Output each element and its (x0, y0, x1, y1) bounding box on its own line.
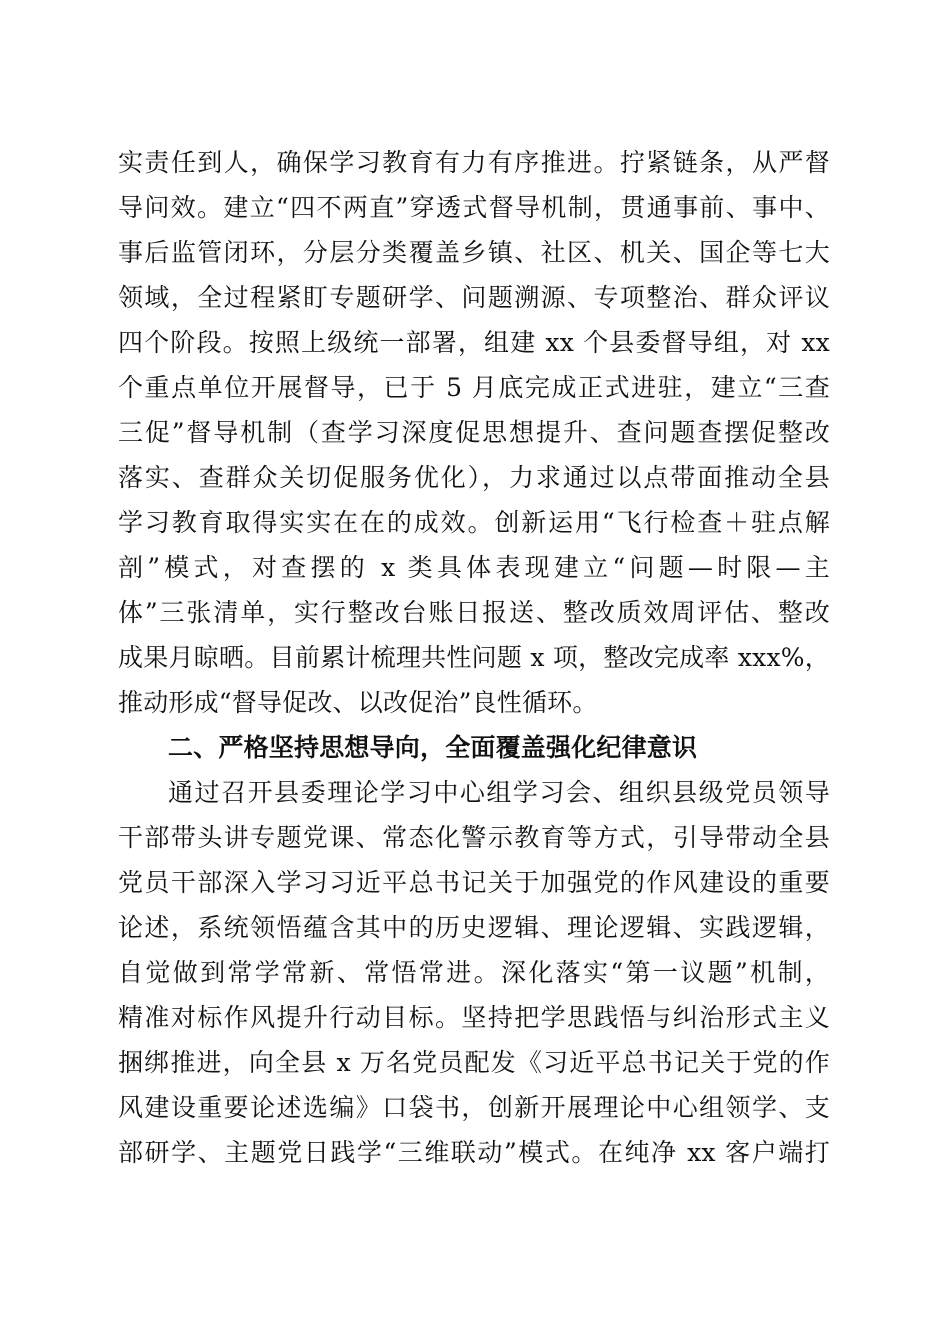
paragraph-1-line: 实责任到人，确保学习教育有力有序推进。拧紧链条，从严督 (118, 148, 830, 177)
paragraph-1-line: 事后监管闭环，分层分类覆盖乡镇、社区、机关、国企等七大 (118, 238, 830, 267)
paragraph-1-line: 三促”督导机制（查学习深度促思想提升、查问题查摆促整改 (118, 418, 830, 447)
paragraph-2-line: 干部带头讲专题党课、常态化警示教育等方式，引导带动全县 (118, 823, 830, 852)
paragraph-1-line: 剖”模式，对查摆的 x 类具体表现建立“问题—时限—主 (118, 553, 830, 582)
paragraph-2-line: 风建设重要论述选编》口袋书，创新开展理论中心组领学、支 (118, 1093, 830, 1122)
paragraph-2-line: 精准对标作风提升行动目标。坚持把学思践悟与纠治形式主义 (118, 1003, 830, 1032)
paragraph-1-line: 四个阶段。按照上级统一部署，组建 xx 个县委督导组，对 xx (118, 328, 830, 357)
paragraph-1-line: 体”三张清单，实行整改台账日报送、整改质效周评估、整改 (118, 598, 830, 627)
paragraph-1-line: 学习教育取得实实在在的成效。创新运用“飞行检查＋驻点解 (118, 508, 830, 537)
paragraph-1-line: 落实、查群众关切促服务优化），力求通过以点带面推动全县 (118, 463, 830, 492)
paragraph-2-line: 论述，系统领悟蕴含其中的历史逻辑、理论逻辑、实践逻辑， (118, 913, 830, 942)
paragraph-1-line: 领域，全过程紧盯专题研学、问题溯源、专项整治、群众评议 (118, 283, 830, 312)
paragraph-2-line: 党员干部深入学习习近平总书记关于加强党的作风建设的重要 (118, 868, 830, 897)
paragraph-2-line: 部研学、主题党日践学“三维联动”模式。在纯净 xx 客户端打 (118, 1138, 830, 1167)
paragraph-1-line: 推动形成“督导促改、以改促治”良性循环。 (118, 688, 598, 717)
paragraph-1-line: 成果月晾晒。目前累计梳理共性问题 x 项，整改完成率 xxx%， (118, 643, 830, 672)
paragraph-2-line: 通过召开县委理论学习中心组学习会、组织县级党员领导 (168, 778, 830, 807)
paragraph-2-line: 捆绑推进，向全县 x 万名党员配发《习近平总书记关于党的作 (118, 1048, 830, 1077)
section-heading: 二、严格坚持思想导向，全面覆盖强化纪律意识 (168, 733, 698, 762)
paragraph-1-line: 导问效。建立“四不两直”穿透式督导机制，贯通事前、事中、 (118, 193, 830, 222)
paragraph-2-line: 自觉做到常学常新、常悟常进。深化落实“第一议题”机制， (118, 958, 830, 987)
paragraph-1-line: 个重点单位开展督导，已于 5 月底完成正式进驻，建立“三查 (118, 373, 830, 402)
